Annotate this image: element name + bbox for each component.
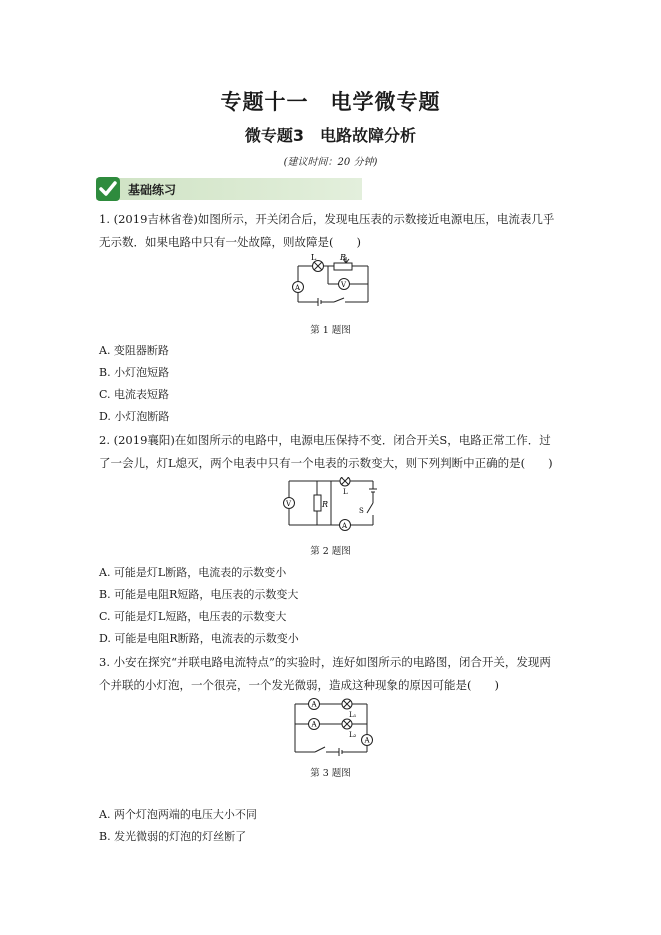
question-2-caption: 第 2 题图 [310, 546, 351, 557]
page-title: 专题十一 电学微专题 [220, 90, 441, 114]
question-1-option-a: A. 变阻器断路 [99, 344, 169, 357]
time-note: (建议时间：20 分钟) [283, 157, 378, 168]
question-3-option-b: B. 发光微弱的灯泡的灯丝断了 [99, 830, 247, 843]
figure-label: R [340, 254, 347, 262]
figure-label: L [343, 488, 348, 496]
question-3-text: 3. 小安在探究“并联电路电流特点”的实验时，连好如图所示的电路图，闭合开关，发现两个并联的小灯泡，一个很亮，一个发光微弱，造成这种现象的原因可能是( ) [99, 655, 551, 692]
question-1-text: 1. (2019吉林省卷)如图所示，开关闭合后，发现电压表的示数接近电源电压，电流表几乎无示数．如果电路中只有一处故障，则故障是( ) [99, 212, 555, 249]
question-2-option-c: C. 可能是灯L短路，电压表的示数变大 [99, 610, 287, 623]
figure-label: A [311, 700, 317, 709]
question-2-text: 2. (2019襄阳)在如图所示的电路中，电源电压保持不变．闭合开关S，电路正常工作．过了一会儿，灯L熄灭，两个电表中只有一个电表的示数变大，则下列判断中正确的是( ) [99, 433, 553, 470]
question-3-caption: 第 3 题图 [310, 768, 351, 779]
question-2-option-a: A. 可能是灯L断路，电流表的示数变小 [99, 566, 287, 579]
page-subtitle: 微专题3 电路故障分析 [244, 126, 417, 145]
figure-label: A [364, 736, 370, 745]
figure-label: R [322, 500, 329, 509]
question-3-circuit-figure [287, 694, 379, 760]
figure-label: L₂ [349, 731, 357, 739]
checkmark-icon [95, 176, 121, 202]
figure-label: A [342, 522, 348, 530]
figure-label: A [295, 284, 301, 292]
figure-label: V [286, 500, 292, 508]
question-1-caption: 第 1 题图 [310, 325, 351, 336]
question-1-option-c: C. 电流表短路 [99, 388, 170, 401]
figure-label: L [311, 254, 317, 262]
question-1-circuit-figure [288, 254, 374, 312]
question-2-option-b: B. 可能是电阻R短路，电压表的示数变大 [99, 588, 299, 601]
question-2-option-d: D. 可能是电阻R断路，电流表的示数变小 [99, 632, 299, 645]
question-2-circuit-figure [281, 477, 381, 535]
figure-label: L₁ [349, 711, 357, 719]
question-3-option-a: A. 两个灯泡两端的电压大小不同 [99, 808, 257, 821]
question-1-option-d: D. 小灯泡断路 [99, 410, 170, 423]
figure-label: S [359, 507, 364, 515]
section-label: 基础练习 [128, 183, 177, 197]
question-1-option-b: B. 小灯泡短路 [99, 366, 170, 379]
figure-label: V [341, 281, 347, 289]
figure-label: A [311, 720, 317, 729]
